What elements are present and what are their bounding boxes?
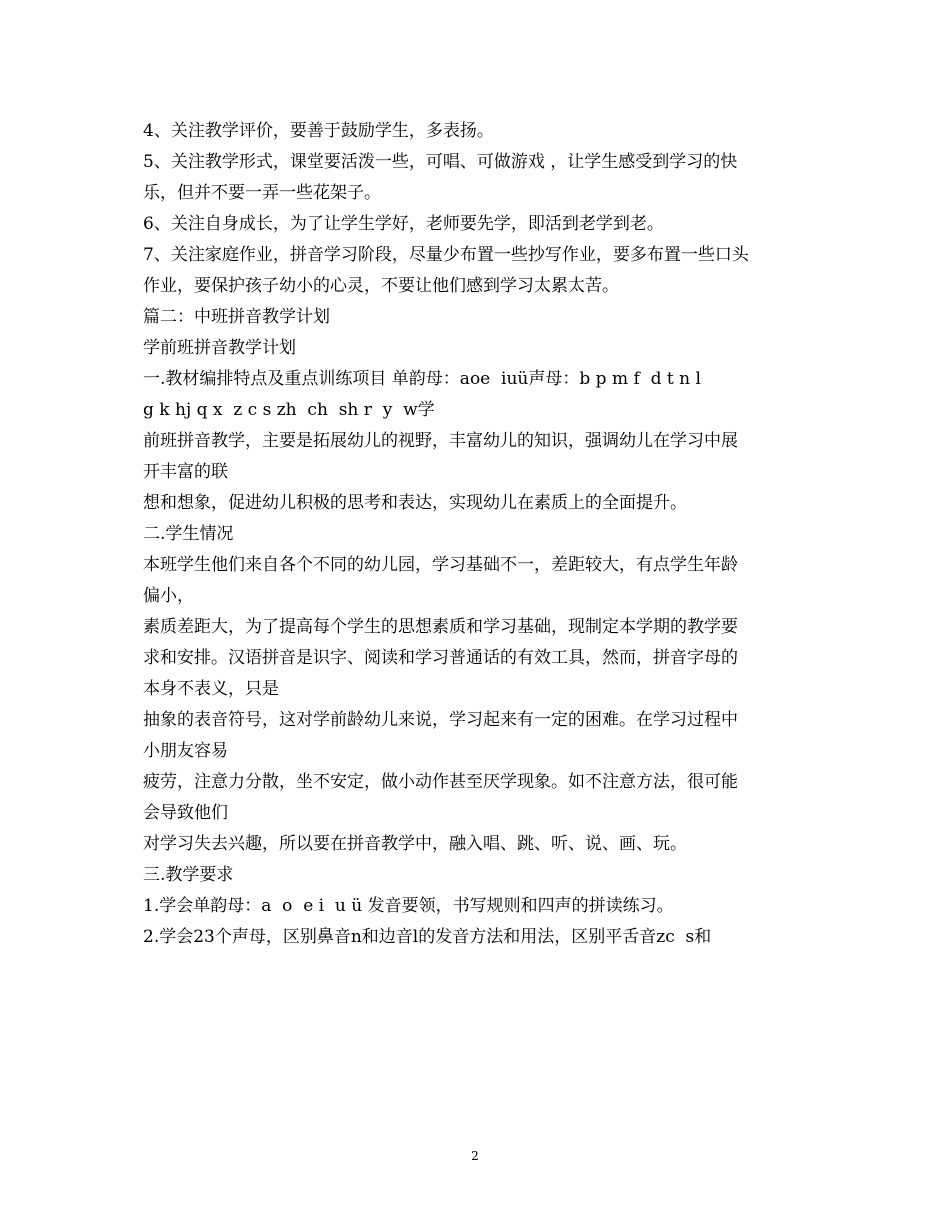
section-heading: 二.学生情况 <box>143 524 234 544</box>
text-line: 偏小， <box>143 586 194 606</box>
text-line: 想和想象，促进幼儿积极的思考和表达，实现幼儿在素质上的全面提升。 <box>143 493 687 513</box>
section-heading: 学前班拼音教学计划 <box>143 338 296 358</box>
text-line: 乐，但并不要一弄一些花架子。 <box>143 183 381 203</box>
text-line: 2.学会23个声母，区别鼻音n和边音l的发音方法和用法，区别平舌音zc s和 <box>143 927 712 947</box>
text-line: 疲劳，注意力分散，坐不安定，做小动作甚至厌学现象。如不注意方法，很可能 <box>143 772 738 792</box>
text-line: 1.学会单韵母：a o e i u ü 发音要领，书写规则和四声的拼读练习。 <box>143 896 674 916</box>
text-line: 7、关注家庭作业，拼音学习阶段，尽量少布置一些抄写作业，要多布置一些口头 <box>143 245 749 265</box>
text-line: 对学习失去兴趣，所以要在拼音教学中，融入唱、跳、听、说、画、玩。 <box>143 834 687 854</box>
text-line: 开丰富的联 <box>143 462 228 482</box>
text-line: 本班学生他们来自各个不同的幼儿园，学习基础不一，差距较大，有点学生年龄 <box>143 555 738 575</box>
text-line: g k hj q x z c s zh ch sh r y w学 <box>143 400 435 420</box>
section-heading: 三.教学要求 <box>143 865 234 885</box>
text-line: 作业，要保护孩子幼小的心灵，不要让他们感到学习太累太苦。 <box>143 276 619 296</box>
text-line: 6、关注自身成长，为了让学生学好，老师要先学，即活到老学到老。 <box>143 214 664 234</box>
text-line: 素质差距大，为了提高每个学生的思想素质和学习基础，现制定本学期的教学要 <box>143 617 738 637</box>
text-line: 抽象的表音符号，这对学前龄幼儿来说，学习起来有一定的困难。在学习过程中 <box>143 710 738 730</box>
text-line: 4、关注教学评价，要善于鼓励学生，多表扬。 <box>143 121 494 141</box>
document-body <box>143 116 813 953</box>
text-line: 小朋友容易 <box>143 741 228 761</box>
text-line: 求和安排。汉语拼音是识字、阅读和学习普通话的有效工具，然而，拼音字母的 <box>143 648 738 668</box>
text-line: 本身不表义，只是 <box>143 679 279 699</box>
text-line: 5、关注教学形式，课堂要活泼一些，可唱、可做游戏 ，让学生感受到学习的快 <box>143 152 738 172</box>
text-line: 一.教材编排特点及重点训练项目 单韵母：aoe iuü声母：b p m f d t n l <box>143 369 701 389</box>
page-number: 2 <box>471 1149 479 1163</box>
section-heading: 篇二：中班拼音教学计划 <box>143 307 330 327</box>
text-line: 会导致他们 <box>143 803 228 823</box>
text-line: 前班拼音教学，主要是拓展幼儿的视野，丰富幼儿的知识，强调幼儿在学习中展 <box>143 431 738 451</box>
